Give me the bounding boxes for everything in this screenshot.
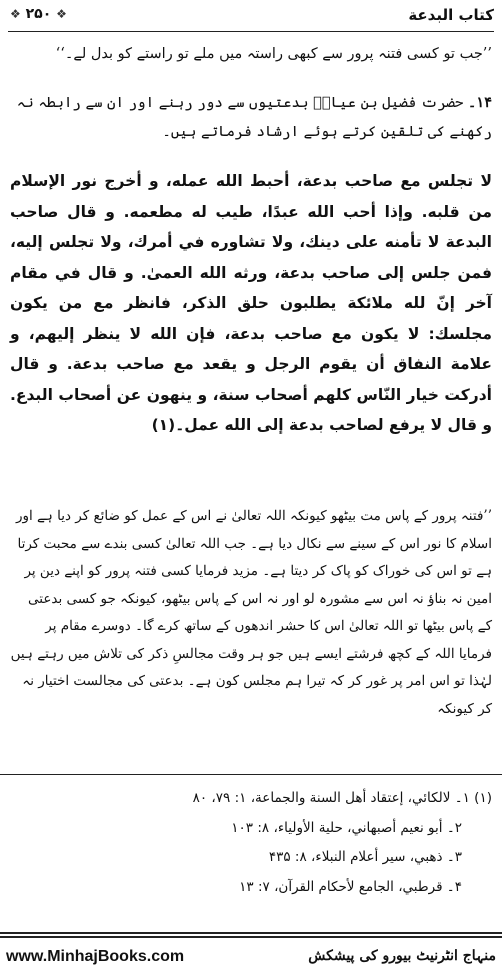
ornament-left-icon: ❖ bbox=[10, 7, 21, 21]
page-number-value: ۲۵۰ bbox=[25, 6, 52, 22]
footnotes bbox=[10, 784, 492, 902]
page-footer bbox=[0, 946, 502, 974]
presenter-credit: منہاج انٹرنیٹ بیورو کی پیشکش bbox=[308, 948, 496, 964]
intro-quote: ’’جب تو کسی فتنہ پرور سے کبھی راستہ میں ملے تو راستے کو بدل لے۔‘‘ bbox=[55, 46, 492, 62]
arabic-quotation: لا تجلس مع صاحب بدعة، أحبط الله عمله، و أخرج نور الإسلام من قلبه. وإذا أحب الله عبدًا، طيب له مطعمه. و قال صاحب البدعة لا تأمنه على دينك، ولا تشاوره في أمرك، ولا تجلس إليه، فمن جلس إلى صاحب بدعة، ورثه الله العمىٰ. و قال في مقام آخر إنّ لله ملائكة يطلبون حلق الذكر، فانظر مع من يكون مجلسك: لا يكون مع صاحب بدعة، فإن الله لا ينظر إليهم، و علامة النفاق أن يقوم الرجل و يقعد مع صاحب بدعة. و قال أدركت خيار النّاس كلهم أصحاب سنة، و ينهون عن أصحاب البدع. و قال لا يرفع لصاحب بدعة إلى الله عمل۔(۱) bbox=[10, 172, 492, 434]
book-title: كتاب البدعة bbox=[408, 6, 494, 24]
footnote-item: ۲۔ أبو نعيم أصبهاني، حلية الأولياء، ۸: ۱۰۳ bbox=[231, 819, 462, 836]
paragraph-number: ۱۴۔ bbox=[467, 94, 492, 111]
footnote-item: ۴۔ قرطبي، الجامع لأحكام القرآن، ۷: ۱۳ bbox=[239, 878, 462, 895]
footnote-divider bbox=[0, 774, 502, 775]
footer-divider bbox=[0, 932, 502, 938]
urdu-translation: ’’فتنہ پرور کے پاس مت بیٹھو کیونکہ اللہ تعالیٰ نے اس کے عمل کو ضائع کر دیا ہے اور اسلام کا نور اس کے سینے سے نکال دیا ہے۔ جب اللہ تعالیٰ کسی بندے سے محبت کرتا ہے تو اس کی خوراک کو پاک کر دیتا ہے۔ مزید فرمایا کسی فتنہ پرور کو اپنے دین پر امین نہ بناؤ نہ اس سے مشورہ لو اور نہ اس کے پاس بیٹھو، کیونکہ جو کسی بدعتی کے پاس بیٹھا تو اللہ تعالیٰ اس کا حشر اندھوں کے ساتھ کرے گا۔ دوسرے مقام پر فرمایا اللہ کے کچھ فرشتے ایسے ہیں جو ہر وقت مجالسِ ذکر کی تلاش میں رہتے ہیں لہٰذا تو اس امر پر غور کر کہ تیرا ہم مجلس کون ہے۔ بدعتی کی مجالست اختیار نہ کر کیونکہ bbox=[10, 508, 492, 717]
paragraph-14 bbox=[10, 88, 492, 147]
website-link[interactable]: www.MinhajBooks.com bbox=[6, 948, 185, 965]
page-number bbox=[10, 6, 67, 22]
page-header bbox=[0, 0, 502, 34]
header-divider bbox=[8, 31, 494, 32]
footnote-item: (۱) ۱۔ لالکائي، إعتقاد أهل السنة والجماعة، ۱: ۷۹، ۸۰ bbox=[192, 790, 492, 806]
ornament-right-icon: ❖ bbox=[56, 7, 67, 21]
footnote-item: ۳۔ ذهبي، سير أعلام النبلاء، ۸: ۴۳۵ bbox=[268, 849, 462, 865]
paragraph-text: حضرت فضیل بن عیاضؒ بدعتیوں سے دور رہنے اور ان سے رابطہ نہ رکھنے کی تلقین کرتے ہوئے ارشاد فرماتے ہیں۔ bbox=[16, 95, 492, 140]
